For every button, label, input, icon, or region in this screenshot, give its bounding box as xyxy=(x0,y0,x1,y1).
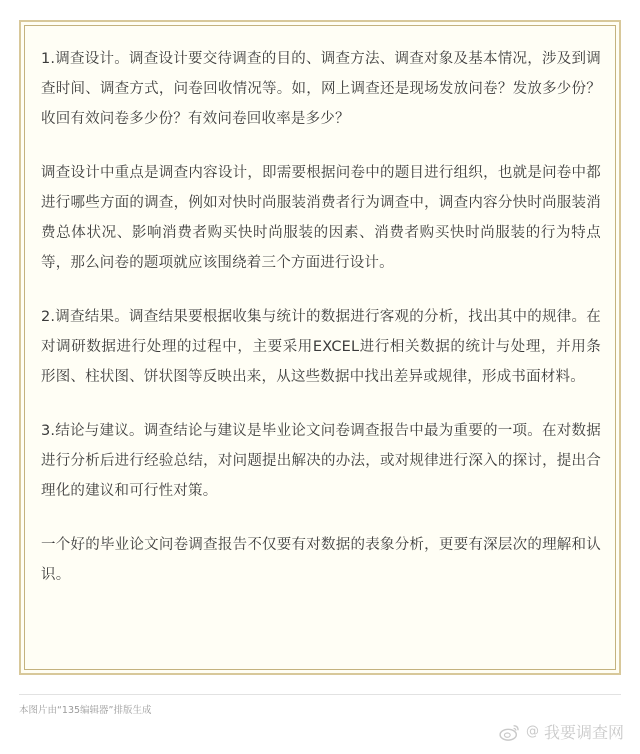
footer-divider xyxy=(19,694,621,695)
weibo-logo-icon xyxy=(499,723,521,741)
watermark xyxy=(499,720,624,743)
watermark-text: 我要调查网 xyxy=(543,723,624,742)
article-card xyxy=(19,20,621,675)
paragraph-summary: 一个好的毕业论文问卷调查报告不仅要有对数据的表象分析，更要有深层次的理解和认识。 xyxy=(41,537,601,583)
editor-credit: 本图片由“135编辑器”排版生成 xyxy=(19,705,152,716)
article-card-inner xyxy=(24,25,616,670)
paragraph-survey-content: 调查设计中重点是调查内容设计，即需要根据问卷中的题目进行组织，也就是问卷中都进行哪些方面的调查，例如对快时尚服装消费者行为调查中，调查内容分快时尚服装消费总体状况、影响消费者购买快时尚服装的因素、消费者购买快时尚服装的行为特点等，那么问卷的题项就应该围绕着三个方面进行设计。 xyxy=(41,165,601,271)
paragraph-survey-results: 2.调查结果。调查结果要根据收集与统计的数据进行客观的分析，找出其中的规律。在对调研数据进行处理的过程中，主要采用EXCEL进行相关数据的统计与处理，并用条形图、柱状图、饼状图等反映出来，从这些数据中找出差异或规律，形成书面材料。 xyxy=(41,309,601,385)
paragraph-conclusion: 3.结论与建议。调查结论与建议是毕业论文问卷调查报告中最为重要的一项。在对数据进行分析后进行经验总结，对问题提出解决的办法，或对规律进行深入的探讨，提出合理化的建议和可行性对策。 xyxy=(41,423,601,499)
paragraph-survey-design: 1.调查设计。调查设计要交待调查的目的、调查方法、调查对象及基本情况，涉及到调查时间、调查方式，问卷回收情况等。如，网上调查还是现场发放问卷？发放多少份？收回有效问卷多少份？有效问卷回收率是多少？ xyxy=(41,51,601,127)
watermark-separator: @ xyxy=(525,724,539,739)
